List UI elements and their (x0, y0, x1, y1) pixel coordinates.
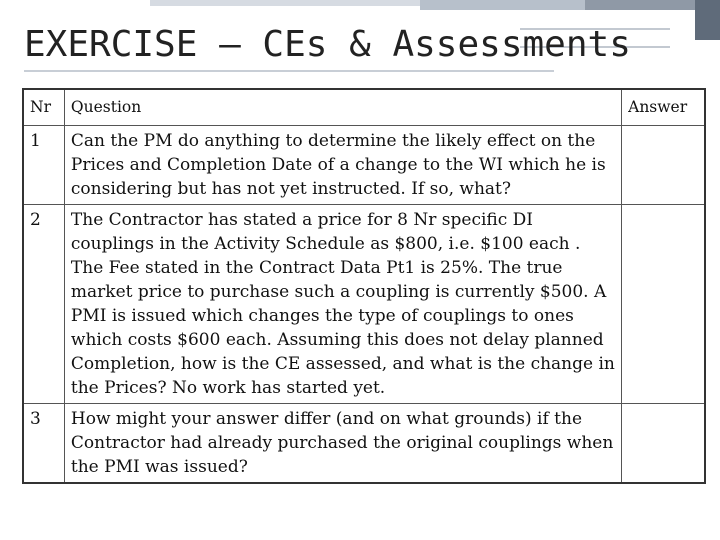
slide-title: EXERCISE – CEs & Assessments (24, 24, 631, 65)
exercise-table (22, 88, 706, 484)
question-cell: Can the PM do anything to determine the likely effect on the Prices and Completion Date of a change to the WI which he is considering but has not yet instructed. If so, what? (64, 126, 621, 205)
row-number: 2 (23, 205, 64, 404)
table-row (23, 126, 705, 205)
title-underline (24, 70, 554, 72)
row-number: 3 (23, 404, 64, 484)
table-row (23, 205, 705, 404)
row-number: 1 (23, 126, 64, 205)
answer-cell[interactable] (622, 404, 705, 484)
table-header-row (23, 89, 705, 126)
question-cell: The Contractor has stated a price for 8 Nr specific DI couplings in the Activity Schedule as $800, i.e. $100 each . The Fee stated in the Contract Data Pt1 is 25%. The true market price to purchase such a coupling is currently $500. A PMI is issued which changes the type of couplings to ones which costs $600 each. Assuming this does not delay planned Completion, how is the CE assessed, and what is the change in the Prices? No work has started yet. (64, 205, 621, 404)
header-decoration-bar-dark (585, 0, 695, 10)
answer-cell[interactable] (622, 205, 705, 404)
answer-cell[interactable] (622, 126, 705, 205)
header-answer: Answer (622, 89, 705, 126)
corner-decoration-block (695, 0, 720, 40)
header-nr: Nr (23, 89, 64, 126)
question-cell: How might your answer differ (and on what grounds) if the Contractor had already purchased the original couplings when the PMI was issued? (64, 404, 621, 484)
header-question: Question (64, 89, 621, 126)
table-row (23, 404, 705, 484)
